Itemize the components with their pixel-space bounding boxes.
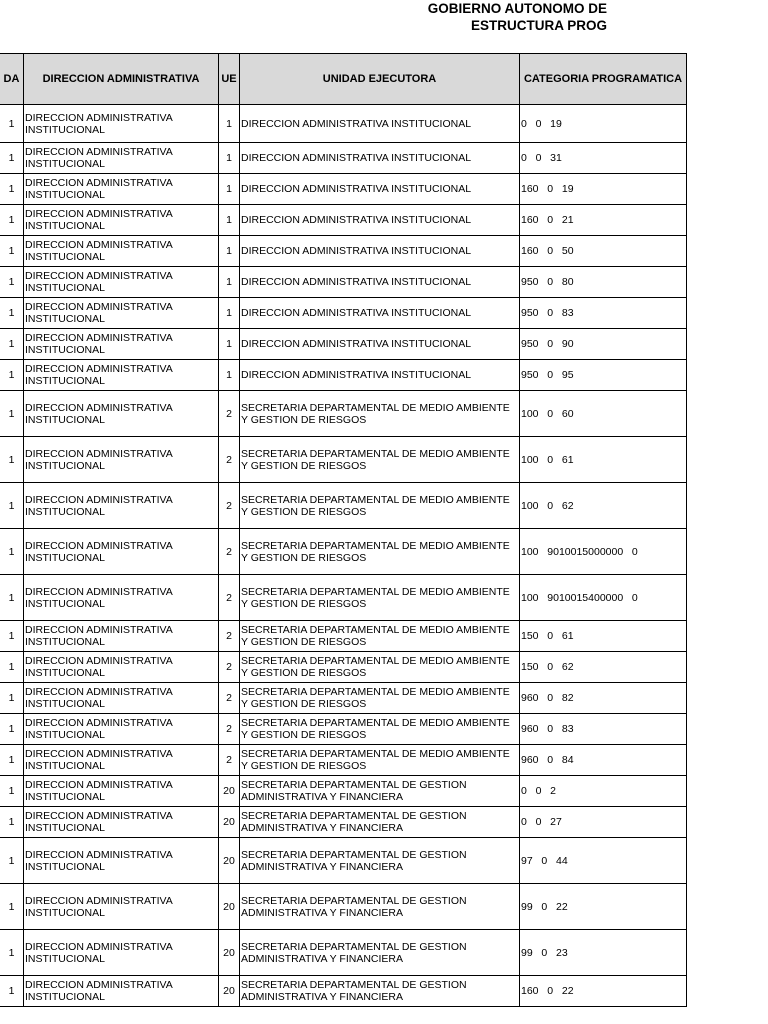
cell-direccion: DIRECCION ADMINISTRATIVA INSTITUCIONAL	[24, 298, 219, 329]
cell-ue: 1	[219, 298, 240, 329]
cell-da: 1	[0, 391, 24, 437]
cell-direccion: DIRECCION ADMINISTRATIVA INSTITUCIONAL	[24, 329, 219, 360]
table-row	[0, 621, 687, 652]
column-header-ue: UE	[219, 54, 240, 105]
cell-unidad: SECRETARIA DEPARTAMENTAL DE GESTION ADMINISTRATIVA Y FINANCIERA	[240, 884, 520, 930]
cell-da: 1	[0, 838, 24, 884]
cell-direccion: DIRECCION ADMINISTRATIVA INSTITUCIONAL	[24, 652, 219, 683]
cell-direccion: DIRECCION ADMINISTRATIVA INSTITUCIONAL	[24, 807, 219, 838]
table-row	[0, 236, 687, 267]
cell-unidad: SECRETARIA DEPARTAMENTAL DE MEDIO AMBIENTE Y GESTION DE RIESGOS	[240, 714, 520, 745]
cell-direccion: DIRECCION ADMINISTRATIVA INSTITUCIONAL	[24, 437, 219, 483]
cell-direccion: DIRECCION ADMINISTRATIVA INSTITUCIONAL	[24, 621, 219, 652]
cell-direccion: DIRECCION ADMINISTRATIVA INSTITUCIONAL	[24, 105, 219, 143]
cell-da: 1	[0, 776, 24, 807]
cell-direccion: DIRECCION ADMINISTRATIVA INSTITUCIONAL	[24, 884, 219, 930]
cell-ue: 2	[219, 391, 240, 437]
cell-unidad: DIRECCION ADMINISTRATIVA INSTITUCIONAL	[240, 267, 520, 298]
cell-da: 1	[0, 930, 24, 976]
cell-ue: 2	[219, 621, 240, 652]
column-header-unidad: UNIDAD EJECUTORA	[240, 54, 520, 105]
cell-categoria: 99 0 22	[520, 884, 687, 930]
cell-ue: 2	[219, 529, 240, 575]
cell-ue: 20	[219, 930, 240, 976]
cell-categoria: 160 0 22	[520, 976, 687, 1007]
cell-direccion: DIRECCION ADMINISTRATIVA INSTITUCIONAL	[24, 174, 219, 205]
cell-da: 1	[0, 174, 24, 205]
cell-ue: 1	[219, 360, 240, 391]
column-header-categoria: CATEGORIA PROGRAMATICA	[520, 54, 687, 105]
cell-ue: 2	[219, 652, 240, 683]
cell-categoria: 150 0 62	[520, 652, 687, 683]
cell-ue: 2	[219, 483, 240, 529]
table-row	[0, 105, 687, 143]
cell-unidad: SECRETARIA DEPARTAMENTAL DE GESTION ADMINISTRATIVA Y FINANCIERA	[240, 776, 520, 807]
cell-da: 1	[0, 483, 24, 529]
table-row	[0, 838, 687, 884]
table-row	[0, 976, 687, 1007]
table-row	[0, 174, 687, 205]
cell-direccion: DIRECCION ADMINISTRATIVA INSTITUCIONAL	[24, 976, 219, 1007]
cell-da: 1	[0, 683, 24, 714]
cell-ue: 20	[219, 807, 240, 838]
cell-ue: 2	[219, 745, 240, 776]
cell-direccion: DIRECCION ADMINISTRATIVA INSTITUCIONAL	[24, 391, 219, 437]
cell-direccion: DIRECCION ADMINISTRATIVA INSTITUCIONAL	[24, 529, 219, 575]
cell-direccion: DIRECCION ADMINISTRATIVA INSTITUCIONAL	[24, 143, 219, 174]
cell-da: 1	[0, 807, 24, 838]
cell-ue: 2	[219, 575, 240, 621]
table-row	[0, 529, 687, 575]
cell-unidad: DIRECCION ADMINISTRATIVA INSTITUCIONAL	[240, 174, 520, 205]
cell-unidad: SECRETARIA DEPARTAMENTAL DE MEDIO AMBIENTE Y GESTION DE RIESGOS	[240, 652, 520, 683]
cell-da: 1	[0, 745, 24, 776]
cell-da: 1	[0, 143, 24, 174]
cell-unidad: DIRECCION ADMINISTRATIVA INSTITUCIONAL	[240, 236, 520, 267]
cell-ue: 1	[219, 174, 240, 205]
cell-unidad: SECRETARIA DEPARTAMENTAL DE MEDIO AMBIENTE Y GESTION DE RIESGOS	[240, 683, 520, 714]
cell-categoria: 160 0 19	[520, 174, 687, 205]
cell-ue: 1	[219, 236, 240, 267]
cell-unidad: SECRETARIA DEPARTAMENTAL DE MEDIO AMBIENTE Y GESTION DE RIESGOS	[240, 391, 520, 437]
cell-categoria: 950 0 80	[520, 267, 687, 298]
cell-categoria: 950 0 83	[520, 298, 687, 329]
cell-ue: 1	[219, 105, 240, 143]
cell-unidad: SECRETARIA DEPARTAMENTAL DE GESTION ADMINISTRATIVA Y FINANCIERA	[240, 807, 520, 838]
cell-unidad: DIRECCION ADMINISTRATIVA INSTITUCIONAL	[240, 143, 520, 174]
table-row	[0, 267, 687, 298]
cell-unidad: DIRECCION ADMINISTRATIVA INSTITUCIONAL	[240, 105, 520, 143]
cell-ue: 2	[219, 437, 240, 483]
cell-ue: 1	[219, 143, 240, 174]
cell-unidad: DIRECCION ADMINISTRATIVA INSTITUCIONAL	[240, 329, 520, 360]
table-row	[0, 360, 687, 391]
cell-unidad: SECRETARIA DEPARTAMENTAL DE MEDIO AMBIENTE Y GESTION DE RIESGOS	[240, 575, 520, 621]
cell-da: 1	[0, 575, 24, 621]
cell-da: 1	[0, 652, 24, 683]
cell-categoria: 960 0 84	[520, 745, 687, 776]
column-header-da: DA	[0, 54, 24, 105]
cell-ue: 20	[219, 776, 240, 807]
cell-da: 1	[0, 298, 24, 329]
programmatic-structure-table	[0, 53, 687, 1007]
table-row	[0, 930, 687, 976]
table-row	[0, 437, 687, 483]
cell-da: 1	[0, 329, 24, 360]
cell-ue: 1	[219, 205, 240, 236]
table-row	[0, 807, 687, 838]
cell-ue: 2	[219, 683, 240, 714]
cell-categoria: 950 0 95	[520, 360, 687, 391]
cell-categoria: 0 0 19	[520, 105, 687, 143]
cell-categoria: 100 9010015000000 0	[520, 529, 687, 575]
cell-da: 1	[0, 529, 24, 575]
table-row	[0, 205, 687, 236]
cell-categoria: 99 0 23	[520, 930, 687, 976]
cell-categoria: 97 0 44	[520, 838, 687, 884]
cell-direccion: DIRECCION ADMINISTRATIVA INSTITUCIONAL	[24, 575, 219, 621]
cell-direccion: DIRECCION ADMINISTRATIVA INSTITUCIONAL	[24, 236, 219, 267]
cell-unidad: SECRETARIA DEPARTAMENTAL DE MEDIO AMBIENTE Y GESTION DE RIESGOS	[240, 745, 520, 776]
cell-ue: 1	[219, 329, 240, 360]
table-row	[0, 683, 687, 714]
cell-unidad: SECRETARIA DEPARTAMENTAL DE MEDIO AMBIENTE Y GESTION DE RIESGOS	[240, 529, 520, 575]
cell-da: 1	[0, 884, 24, 930]
cell-direccion: DIRECCION ADMINISTRATIVA INSTITUCIONAL	[24, 745, 219, 776]
cell-categoria: 160 0 50	[520, 236, 687, 267]
cell-direccion: DIRECCION ADMINISTRATIVA INSTITUCIONAL	[24, 360, 219, 391]
cell-direccion: DIRECCION ADMINISTRATIVA INSTITUCIONAL	[24, 930, 219, 976]
table-row	[0, 652, 687, 683]
report-subtitle: ESTRUCTURA PROG	[470, 18, 607, 33]
cell-categoria: 100 0 61	[520, 437, 687, 483]
cell-direccion: DIRECCION ADMINISTRATIVA INSTITUCIONAL	[24, 683, 219, 714]
cell-ue: 1	[219, 267, 240, 298]
cell-categoria: 100 0 60	[520, 391, 687, 437]
cell-direccion: DIRECCION ADMINISTRATIVA INSTITUCIONAL	[24, 483, 219, 529]
report-title: GOBIERNO AUTONOMO DE	[427, 1, 607, 16]
cell-unidad: SECRETARIA DEPARTAMENTAL DE MEDIO AMBIENTE Y GESTION DE RIESGOS	[240, 437, 520, 483]
table-row	[0, 745, 687, 776]
cell-da: 1	[0, 205, 24, 236]
cell-categoria: 0 0 27	[520, 807, 687, 838]
cell-ue: 20	[219, 838, 240, 884]
cell-da: 1	[0, 437, 24, 483]
column-header-direccion: DIRECCION ADMINISTRATIVA	[24, 54, 219, 105]
cell-categoria: 950 0 90	[520, 329, 687, 360]
cell-unidad: DIRECCION ADMINISTRATIVA INSTITUCIONAL	[240, 205, 520, 236]
cell-categoria: 160 0 21	[520, 205, 687, 236]
cell-da: 1	[0, 236, 24, 267]
cell-unidad: SECRETARIA DEPARTAMENTAL DE GESTION ADMINISTRATIVA Y FINANCIERA	[240, 930, 520, 976]
cell-direccion: DIRECCION ADMINISTRATIVA INSTITUCIONAL	[24, 838, 219, 884]
cell-categoria: 960 0 82	[520, 683, 687, 714]
cell-da: 1	[0, 360, 24, 391]
cell-direccion: DIRECCION ADMINISTRATIVA INSTITUCIONAL	[24, 267, 219, 298]
cell-unidad: DIRECCION ADMINISTRATIVA INSTITUCIONAL	[240, 298, 520, 329]
cell-categoria: 0 0 31	[520, 143, 687, 174]
cell-ue: 2	[219, 714, 240, 745]
table-header-row	[0, 54, 687, 105]
table-row	[0, 298, 687, 329]
table-row	[0, 483, 687, 529]
report-header	[0, 0, 687, 40]
cell-direccion: DIRECCION ADMINISTRATIVA INSTITUCIONAL	[24, 714, 219, 745]
cell-categoria: 0 0 2	[520, 776, 687, 807]
cell-categoria: 100 0 62	[520, 483, 687, 529]
table-row	[0, 884, 687, 930]
cell-da: 1	[0, 105, 24, 143]
cell-unidad: DIRECCION ADMINISTRATIVA INSTITUCIONAL	[240, 360, 520, 391]
cell-categoria: 150 0 61	[520, 621, 687, 652]
table-row	[0, 776, 687, 807]
cell-da: 1	[0, 714, 24, 745]
table-row	[0, 329, 687, 360]
cell-categoria: 100 9010015400000 0	[520, 575, 687, 621]
cell-unidad: SECRETARIA DEPARTAMENTAL DE GESTION ADMINISTRATIVA Y FINANCIERA	[240, 838, 520, 884]
cell-da: 1	[0, 267, 24, 298]
cell-direccion: DIRECCION ADMINISTRATIVA INSTITUCIONAL	[24, 776, 219, 807]
cell-unidad: SECRETARIA DEPARTAMENTAL DE MEDIO AMBIENTE Y GESTION DE RIESGOS	[240, 483, 520, 529]
cell-unidad: SECRETARIA DEPARTAMENTAL DE GESTION ADMINISTRATIVA Y FINANCIERA	[240, 976, 520, 1007]
cell-da: 1	[0, 621, 24, 652]
table-row	[0, 575, 687, 621]
cell-ue: 20	[219, 884, 240, 930]
cell-ue: 20	[219, 976, 240, 1007]
table-row	[0, 391, 687, 437]
table-body	[0, 105, 687, 1007]
table-row	[0, 143, 687, 174]
cell-da: 1	[0, 976, 24, 1007]
table-row	[0, 714, 687, 745]
cell-direccion: DIRECCION ADMINISTRATIVA INSTITUCIONAL	[24, 205, 219, 236]
cell-unidad: SECRETARIA DEPARTAMENTAL DE MEDIO AMBIENTE Y GESTION DE RIESGOS	[240, 621, 520, 652]
cell-categoria: 960 0 83	[520, 714, 687, 745]
